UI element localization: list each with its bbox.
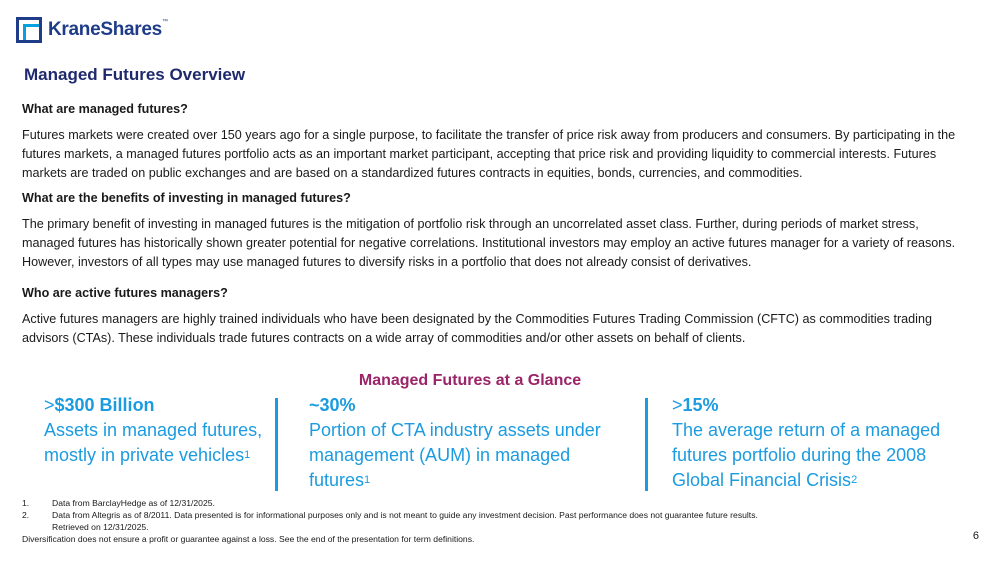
stat-prefix: > (672, 395, 683, 415)
stat-divider (275, 398, 278, 491)
question-3: Who are active futures managers? (22, 286, 228, 300)
kraneshares-logo (16, 17, 168, 43)
stat-description: Assets in managed futures, mostly in private vehicles (44, 420, 263, 465)
stat-description: Portion of CTA industry assets under management (AUM) in managed futures (309, 420, 601, 490)
faq-content (22, 100, 962, 354)
footnote-number: 2. (22, 510, 30, 520)
stat-value: ~30% (309, 395, 356, 415)
answer-1: Futures markets were created over 150 years ago for a single purpose, to facilitate the transfer of price risk away from producers and consumers. By participating in the futures markets, a managed futures portfolio acts as an important market participant, accepting that price risk and providing liquidity to commercial interests. Futures markets are traded on public exchanges and are based on a standardized futures contracts in equities, bonds, currencies, and commodities. (22, 128, 956, 180)
page-title: Managed Futures Overview (24, 65, 246, 84)
footnote-ref: 1 (364, 474, 371, 486)
footnotes (22, 497, 772, 545)
footnote-item (22, 509, 772, 533)
stat-prefix: > (44, 395, 55, 415)
footnote-text: Data from BarclayHedge as of 12/31/2025. (52, 498, 215, 508)
page-number: 6 (972, 530, 979, 542)
footnote-item (22, 497, 772, 509)
stat-crisis-return (672, 393, 972, 493)
glance-title: Managed Futures at a Glance (358, 372, 582, 389)
question-1: What are managed futures? (22, 102, 188, 116)
logo-mark-icon (16, 17, 42, 43)
answer-3: Active futures managers are highly trained individuals who have been designated by the Commodities Futures Trading Commission (CFTC) as commodities trading advisors (CTAs). These individuals trade futures contracts on a wide array of commodities and/or other assets on behalf of clients. (22, 312, 932, 345)
question-2: What are the benefits of investing in managed futures? (22, 191, 351, 205)
stat-cta-portion (309, 393, 634, 493)
footnote-number: 1. (22, 498, 30, 508)
answer-2: The primary benefit of investing in managed futures is the mitigation of portfolio risk through an uncorrelated asset class. Further, during periods of market stress, managed futures has historically shown greater potential for negative correlations. Institutional investors may employ an active futures manager for a variety of reasons. However, investors of all types may use managed futures to diversify risks in a portfolio that does not already consist of derivatives. (22, 217, 956, 269)
stat-value: 15% (682, 395, 719, 415)
footnote-text: Data from Altegris as of 8/2011. Data presented is for informational purposes only and is not meant to guide any investment decision. Past performance does not guarantee future results. Retrieved on 12/31/2025. (52, 510, 758, 532)
logo-text: KraneShares (48, 19, 162, 40)
stat-value: $300 Billion (54, 395, 155, 415)
footnote-ref: 2 (851, 474, 858, 486)
disclaimer: Diversification does not ensure a profit or guarantee against a loss. See the end of the presentation for term definitions. (22, 534, 475, 544)
trademark-symbol: ™ (161, 19, 168, 25)
footnote-ref: 1 (244, 449, 251, 461)
stat-description: The average return of a managed futures portfolio during the 2008 Global Financial Crisis (672, 420, 941, 490)
stat-divider (645, 398, 648, 491)
stat-aum (44, 393, 264, 468)
